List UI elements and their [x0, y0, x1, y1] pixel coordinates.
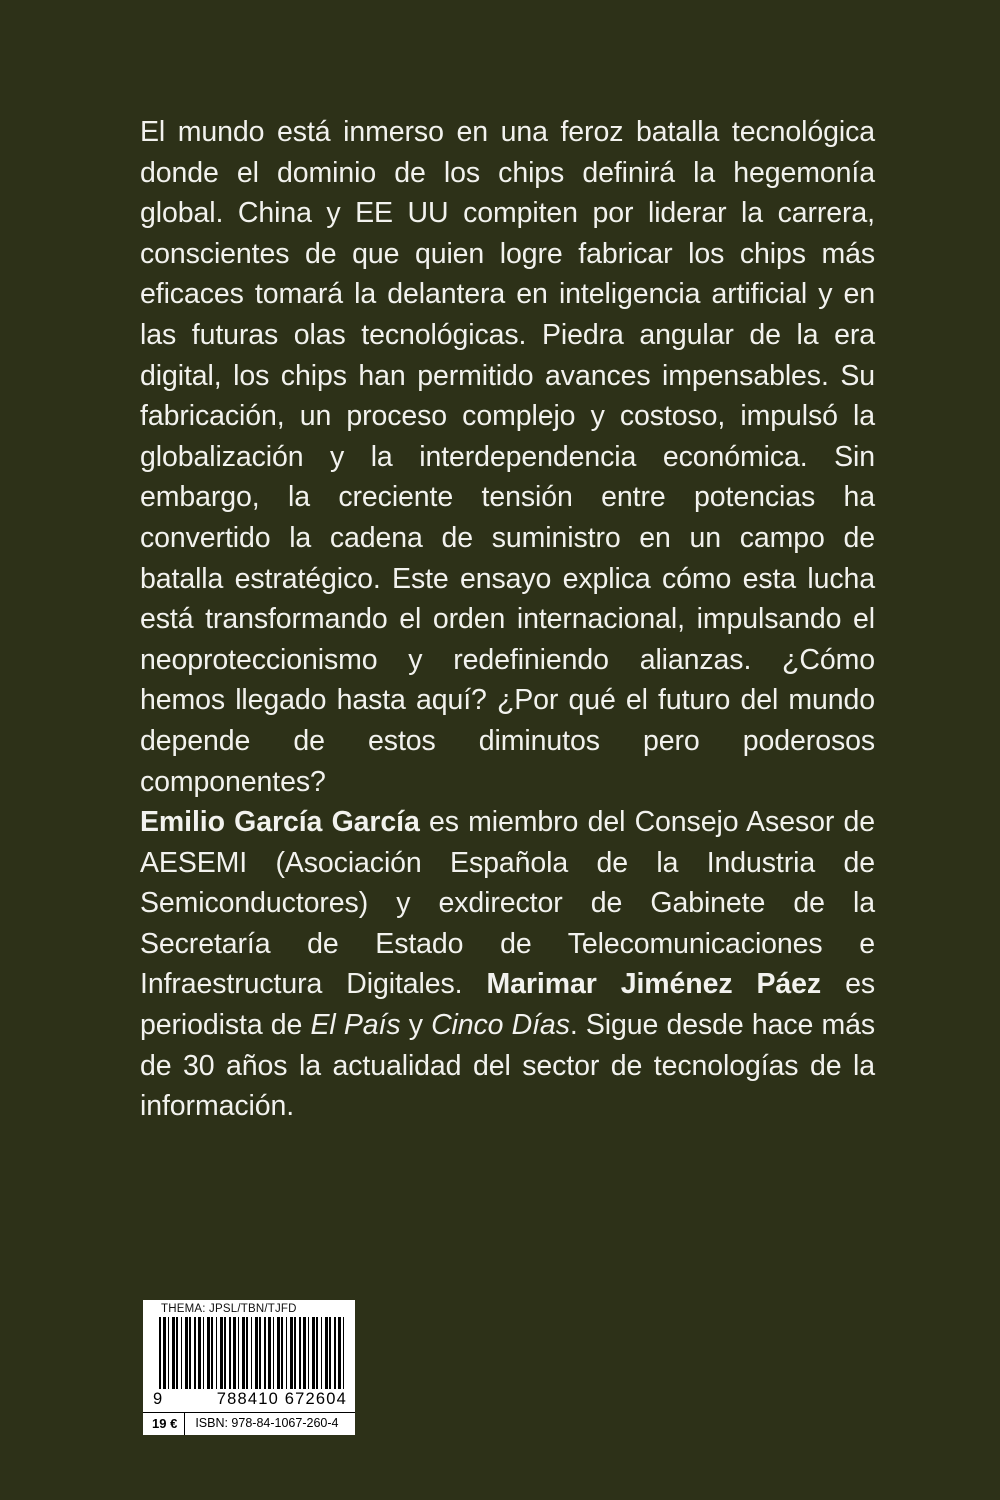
- barcode-bars: [159, 1317, 345, 1389]
- bio-1-text: es miembro del Consejo Asesor de AESEMI (Asociación Española de la Industria de Semiconductores) y exdirector de Gabinete de la Secretaría de Estado de Telecomunicaciones e Infraestructura Digitales.: [140, 806, 876, 1001]
- price-isbn-row: [143, 1412, 355, 1435]
- bio-2-text-a: es periodista de: [140, 968, 875, 1042]
- blurb-text-block: [140, 112, 875, 1127]
- isbn-label: ISBN: 978-84-1067-260-4: [195, 1416, 339, 1430]
- bio-2-text-b: y: [400, 1009, 432, 1042]
- author-1-name: Emilio García García: [140, 806, 420, 839]
- publication-el-pais: El País: [310, 1009, 401, 1042]
- author-bio-paragraph: [140, 802, 875, 1127]
- ean-lead-digit: 9: [153, 1390, 164, 1408]
- bio-2-text-c: . Sigue desde hace más de 30 años la actualidad del sector de tecnologías de la información.: [140, 1009, 875, 1123]
- thema-code-label: THEMA: JPSL/TBN/TJFD: [161, 1303, 297, 1315]
- barcode-block: [143, 1300, 355, 1435]
- author-2-name: Marimar Jiménez Páez: [486, 968, 822, 1001]
- ean-digits-row: [143, 1389, 355, 1412]
- price-label: 19 €: [143, 1413, 185, 1435]
- publication-cinco-dias: Cinco Días: [431, 1009, 570, 1042]
- blurb-paragraph: El mundo está inmerso en una feroz batalla tecnológica donde el dominio de los chips definirá la hegemonía global. China y EE UU compiten por liderar la carrera, conscientes de que quien logre fabricar los chips más eficaces tomará la delantera en inteligencia artificial y en las futuras olas tecnológicas. Piedra angular de la era digital, los chips han permitido avances impensables. Su fabricación, un proceso complejo y costoso, impulsó la globalización y la interdependencia económica. Sin embargo, la creciente tensión entre potencias ha convertido la cadena de suministro en un campo de batalla estratégico. Este ensayo explica cómo esta lucha está transformando el orden internacional, impulsando el neoproteccionismo y redefiniendo alianzas. ¿Cómo hemos llegado hasta aquí? ¿Por qué el futuro del mundo depende de estos diminutos pero poderosos componentes?: [140, 116, 875, 798]
- ean-digits: 788410 672604: [216, 1390, 347, 1408]
